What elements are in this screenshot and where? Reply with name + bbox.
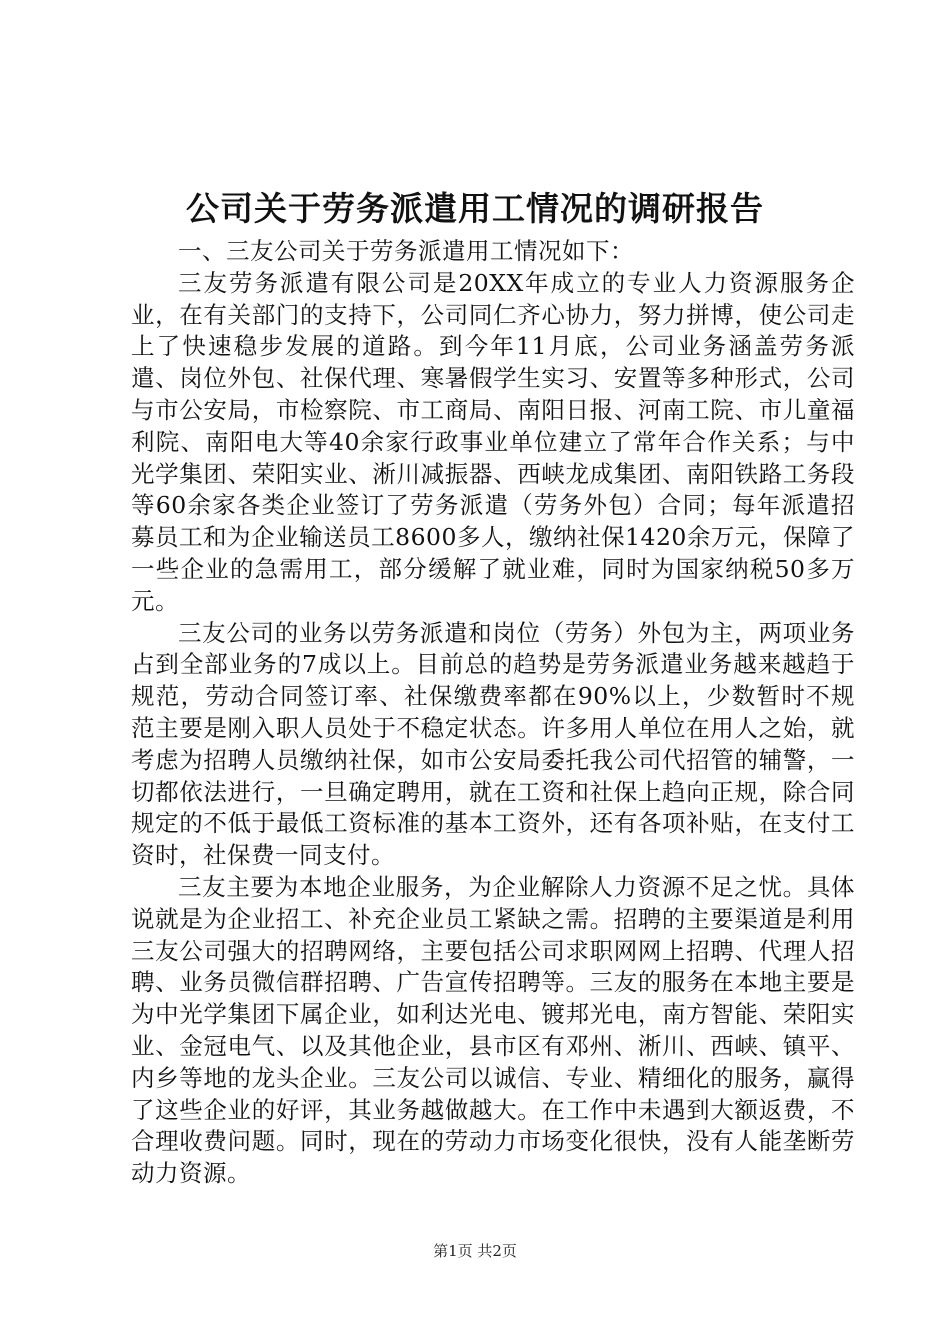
- document-body: [131, 236, 855, 1190]
- paragraph-company-overview: 三友劳务派遣有限公司是20XX年成立的专业人力资源服务企业，在有关部门的支持下，公司同仁齐心协力，努力拼博，使公司走上了快速稳步发展的道路。到今年11月底，公司业务涵盖劳务派遣、岗位外包、社保代理、寒暑假学生实习、安置等多种形式，公司与市公安局，市检察院、市工商局、南阳日报、河南工院、市儿童福利院、南阳电大等40余家行政事业单位建立了常年合作关系；与中光学集团、荣阳实业、淅川减振器、西峡龙成集团、南阳铁路工务段等60余家各类企业签订了劳务派遣（劳务外包）合同；每年派遣招募员工和为企业输送员工8600多人，缴纳社保1420余万元，保障了一些企业的急需用工，部分缓解了就业难，同时为国家纳税50多万元。: [131, 268, 855, 615]
- page-number-footer: 第1页 共2页: [433, 1242, 517, 1260]
- paragraph-business-scope: 三友公司的业务以劳务派遣和岗位（劳务）外包为主，两项业务占到全部业务的7成以上。目前总的趋势是劳务派遣业务越来越趋于规范，劳动合同签订率、社保缴费率都在90%以上，少数暂时不规范主要是刚入职人员处于不稳定状态。许多用人单位在用人之始，就考虑为招聘人员缴纳社保，如市公安局委托我公司代招管的辅警，一切都依法进行，一旦确定聘用，就在工资和社保上趋向正规，除合同规定的不低于最低工资标准的基本工资外，还有各项补贴，在支付工资时，社保费一同支付。: [131, 618, 855, 870]
- paragraph-local-service: 三友主要为本地企业服务，为企业解除人力资源不足之忧。具体说就是为企业招工、补充企业员工紧缺之需。招聘的主要渠道是利用三友公司强大的招聘网络，主要包括公司求职网网上招聘、代理人招聘、业务员微信群招聘、广告宣传招聘等。三友的服务在本地主要是为中光学集团下属企业，如利达光电、镀邦光电，南方智能、荣阳实业、金冠电气、以及其他企业，县市区有邓州、淅川、西峡、镇平、内乡等地的龙头企业。三友公司以诚信、专业、精细化的服务，赢得了这些企业的好评，其业务越做越大。在工作中未遇到大额返费，不合理收费问题。同时，现在的劳动力市场变化很快，没有人能垄断劳动力资源。: [131, 872, 855, 1188]
- section-heading: 一、三友公司关于劳务派遣用工情况如下：: [178, 237, 634, 265]
- document-title: 公司关于劳务派遣用工情况的调研报告: [186, 189, 764, 228]
